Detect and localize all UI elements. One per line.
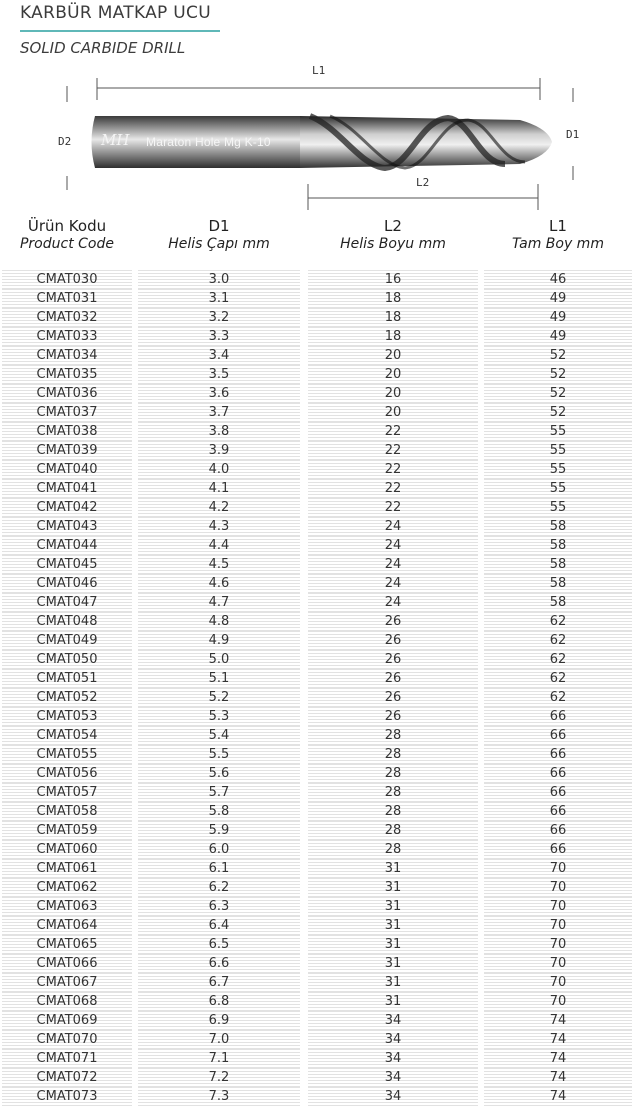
l2-cell: 24 <box>308 555 478 574</box>
l1-cell: 58 <box>484 593 632 612</box>
table-row <box>0 859 633 878</box>
l1-cell: 70 <box>484 973 632 992</box>
l2-cell: 22 <box>308 498 478 517</box>
table-row <box>0 1030 633 1049</box>
l2-cell: 22 <box>308 460 478 479</box>
l1-cell: 66 <box>484 745 632 764</box>
table-row <box>0 821 633 840</box>
l1-cell: 70 <box>484 878 632 897</box>
l1-cell: 55 <box>484 422 632 441</box>
header-l2-title: L2 <box>384 217 402 235</box>
table-row <box>0 517 633 536</box>
d1-cell: 5.9 <box>138 821 300 840</box>
l2-cell: 28 <box>308 764 478 783</box>
header-l1 <box>484 217 632 252</box>
l2-cell: 20 <box>308 346 478 365</box>
l2-cell: 18 <box>308 327 478 346</box>
d1-cell: 3.5 <box>138 365 300 384</box>
table-row <box>0 479 633 498</box>
d1-cell: 6.1 <box>138 859 300 878</box>
table-row <box>0 783 633 802</box>
l1-cell: 66 <box>484 821 632 840</box>
header-product-code <box>2 217 132 252</box>
l2-cell: 31 <box>308 992 478 1011</box>
l2-cell: 26 <box>308 612 478 631</box>
brand-logo: MH <box>101 131 130 149</box>
l1-cell: 55 <box>484 460 632 479</box>
l2-cell: 34 <box>308 1068 478 1087</box>
d1-cell: 4.9 <box>138 631 300 650</box>
l2-cell: 28 <box>308 783 478 802</box>
d2-label: D2 <box>58 135 72 148</box>
product-code-cell: CMAT042 <box>2 498 132 517</box>
l2-cell: 28 <box>308 821 478 840</box>
table-row <box>0 707 633 726</box>
product-code-cell: CMAT054 <box>2 726 132 745</box>
d1-cell: 3.8 <box>138 422 300 441</box>
l1-cell: 66 <box>484 764 632 783</box>
table-row <box>0 308 633 327</box>
table-row <box>0 555 633 574</box>
page-title: KARBÜR MATKAP UCU <box>20 3 211 23</box>
product-code-cell: CMAT061 <box>2 859 132 878</box>
table-row <box>0 384 633 403</box>
table-row <box>0 270 633 289</box>
l2-cell: 31 <box>308 878 478 897</box>
l1-cell: 49 <box>484 327 632 346</box>
d1-cell: 5.4 <box>138 726 300 745</box>
d1-cell: 6.0 <box>138 840 300 859</box>
d1-cell: 5.6 <box>138 764 300 783</box>
l2-cell: 31 <box>308 916 478 935</box>
l2-cell: 34 <box>308 1049 478 1068</box>
l1-cell: 58 <box>484 536 632 555</box>
d1-cell: 4.3 <box>138 517 300 536</box>
d1-cell: 5.3 <box>138 707 300 726</box>
d1-cell: 7.3 <box>138 1087 300 1106</box>
l2-cell: 18 <box>308 289 478 308</box>
d1-cell: 5.1 <box>138 669 300 688</box>
l1-cell: 55 <box>484 479 632 498</box>
l1-cell: 49 <box>484 308 632 327</box>
l2-cell: 26 <box>308 631 478 650</box>
table-row <box>0 460 633 479</box>
l1-cell: 52 <box>484 403 632 422</box>
l2-cell: 20 <box>308 403 478 422</box>
table-row <box>0 764 633 783</box>
title-underline <box>20 30 220 32</box>
l1-cell: 55 <box>484 441 632 460</box>
d1-cell: 7.2 <box>138 1068 300 1087</box>
l1-label: L1 <box>312 64 326 77</box>
product-code-cell: CMAT058 <box>2 802 132 821</box>
d1-cell: 4.5 <box>138 555 300 574</box>
l1-cell: 66 <box>484 726 632 745</box>
table-row <box>0 612 633 631</box>
d1-cell: 6.4 <box>138 916 300 935</box>
header-product-code-title: Ürün Kodu <box>27 217 107 235</box>
l1-cell: 66 <box>484 783 632 802</box>
product-code-cell: CMAT039 <box>2 441 132 460</box>
product-code-cell: CMAT043 <box>2 517 132 536</box>
d1-cell: 4.2 <box>138 498 300 517</box>
d1-cell: 6.6 <box>138 954 300 973</box>
table-row <box>0 1049 633 1068</box>
d1-cell: 5.8 <box>138 802 300 821</box>
l1-cell: 74 <box>484 1030 632 1049</box>
l2-cell: 31 <box>308 935 478 954</box>
l2-cell: 24 <box>308 517 478 536</box>
d1-cell: 6.8 <box>138 992 300 1011</box>
product-code-cell: CMAT069 <box>2 1011 132 1030</box>
l1-cell: 62 <box>484 631 632 650</box>
table-row <box>0 327 633 346</box>
l1-cell: 70 <box>484 916 632 935</box>
l1-cell: 66 <box>484 802 632 821</box>
product-code-cell: CMAT063 <box>2 897 132 916</box>
product-code-cell: CMAT038 <box>2 422 132 441</box>
product-code-cell: CMAT047 <box>2 593 132 612</box>
l1-cell: 70 <box>484 897 632 916</box>
table-row <box>0 935 633 954</box>
l1-cell: 58 <box>484 574 632 593</box>
l2-cell: 20 <box>308 384 478 403</box>
table-row <box>0 992 633 1011</box>
d1-cell: 6.2 <box>138 878 300 897</box>
header-d1-title: D1 <box>208 217 230 235</box>
l2-cell: 24 <box>308 593 478 612</box>
l2-cell: 22 <box>308 422 478 441</box>
d1-cell: 4.1 <box>138 479 300 498</box>
product-code-cell: CMAT072 <box>2 1068 132 1087</box>
product-code-cell: CMAT048 <box>2 612 132 631</box>
header-l2 <box>308 217 478 252</box>
product-code-cell: CMAT030 <box>2 270 132 289</box>
product-code-cell: CMAT050 <box>2 650 132 669</box>
product-code-cell: CMAT037 <box>2 403 132 422</box>
d1-cell: 4.6 <box>138 574 300 593</box>
table-row <box>0 403 633 422</box>
l2-cell: 31 <box>308 954 478 973</box>
table-row <box>0 631 633 650</box>
product-code-cell: CMAT035 <box>2 365 132 384</box>
d1-cell: 3.0 <box>138 270 300 289</box>
l2-cell: 28 <box>308 726 478 745</box>
table-row <box>0 536 633 555</box>
table-row <box>0 878 633 897</box>
l2-cell: 31 <box>308 973 478 992</box>
d1-cell: 3.4 <box>138 346 300 365</box>
d1-cell: 6.5 <box>138 935 300 954</box>
l1-cell: 70 <box>484 935 632 954</box>
d1-cell: 5.5 <box>138 745 300 764</box>
d1-cell: 5.2 <box>138 688 300 707</box>
l1-cell: 66 <box>484 707 632 726</box>
l1-cell: 74 <box>484 1068 632 1087</box>
product-code-cell: CMAT070 <box>2 1030 132 1049</box>
product-code-cell: CMAT055 <box>2 745 132 764</box>
l2-cell: 34 <box>308 1087 478 1106</box>
product-code-cell: CMAT071 <box>2 1049 132 1068</box>
product-code-cell: CMAT067 <box>2 973 132 992</box>
d1-cell: 3.3 <box>138 327 300 346</box>
drill-diagram <box>0 58 633 218</box>
product-code-cell: CMAT034 <box>2 346 132 365</box>
product-code-cell: CMAT036 <box>2 384 132 403</box>
product-code-cell: CMAT046 <box>2 574 132 593</box>
product-code-cell: CMAT041 <box>2 479 132 498</box>
product-code-cell: CMAT066 <box>2 954 132 973</box>
l1-cell: 62 <box>484 650 632 669</box>
product-table <box>0 270 633 1106</box>
table-row <box>0 365 633 384</box>
table-row <box>0 688 633 707</box>
l2-cell: 28 <box>308 840 478 859</box>
l2-cell: 20 <box>308 365 478 384</box>
table-row <box>0 1087 633 1106</box>
l1-cell: 52 <box>484 384 632 403</box>
d1-cell: 3.1 <box>138 289 300 308</box>
l1-cell: 58 <box>484 555 632 574</box>
product-code-cell: CMAT065 <box>2 935 132 954</box>
product-code-cell: CMAT040 <box>2 460 132 479</box>
table-row <box>0 1011 633 1030</box>
product-code-cell: CMAT053 <box>2 707 132 726</box>
drill-drawing <box>0 58 633 218</box>
header-d1-subtitle: Helis Çapı mm <box>168 236 270 252</box>
d1-cell: 6.9 <box>138 1011 300 1030</box>
l2-cell: 31 <box>308 859 478 878</box>
table-row <box>0 346 633 365</box>
header-l1-subtitle: Tam Boy mm <box>512 236 604 252</box>
product-code-cell: CMAT068 <box>2 992 132 1011</box>
d1-cell: 3.7 <box>138 403 300 422</box>
l1-cell: 62 <box>484 669 632 688</box>
l1-cell: 74 <box>484 1049 632 1068</box>
l1-cell: 58 <box>484 517 632 536</box>
l2-cell: 28 <box>308 802 478 821</box>
d1-cell: 5.7 <box>138 783 300 802</box>
l2-cell: 26 <box>308 688 478 707</box>
header-l2-subtitle: Helis Boyu mm <box>340 236 446 252</box>
table-row <box>0 973 633 992</box>
l2-cell: 24 <box>308 574 478 593</box>
product-code-cell: CMAT032 <box>2 308 132 327</box>
l1-cell: 70 <box>484 992 632 1011</box>
product-code-cell: CMAT051 <box>2 669 132 688</box>
table-row <box>0 650 633 669</box>
table-row <box>0 802 633 821</box>
l2-cell: 22 <box>308 479 478 498</box>
l2-cell: 26 <box>308 669 478 688</box>
l1-cell: 62 <box>484 612 632 631</box>
product-code-cell: CMAT059 <box>2 821 132 840</box>
product-code-cell: CMAT056 <box>2 764 132 783</box>
brand-text: Maraton Hole Mg K-10 <box>146 135 271 149</box>
d1-cell: 6.7 <box>138 973 300 992</box>
product-code-cell: CMAT033 <box>2 327 132 346</box>
l2-cell: 34 <box>308 1011 478 1030</box>
l2-cell: 34 <box>308 1030 478 1049</box>
l1-cell: 52 <box>484 365 632 384</box>
table-row <box>0 289 633 308</box>
l2-cell: 31 <box>308 897 478 916</box>
l2-cell: 16 <box>308 270 478 289</box>
l1-cell: 49 <box>484 289 632 308</box>
l1-cell: 74 <box>484 1087 632 1106</box>
l1-cell: 62 <box>484 688 632 707</box>
d1-cell: 4.8 <box>138 612 300 631</box>
l1-cell: 52 <box>484 346 632 365</box>
d1-cell: 4.4 <box>138 536 300 555</box>
l1-cell: 55 <box>484 498 632 517</box>
table-row <box>0 574 633 593</box>
d1-cell: 6.3 <box>138 897 300 916</box>
l2-cell: 26 <box>308 650 478 669</box>
product-code-cell: CMAT060 <box>2 840 132 859</box>
l1-cell: 70 <box>484 954 632 973</box>
product-code-cell: CMAT031 <box>2 289 132 308</box>
table-row <box>0 897 633 916</box>
l2-cell: 22 <box>308 441 478 460</box>
d1-cell: 3.6 <box>138 384 300 403</box>
table-row <box>0 593 633 612</box>
table-row <box>0 745 633 764</box>
l1-cell: 46 <box>484 270 632 289</box>
product-code-cell: CMAT052 <box>2 688 132 707</box>
table-row <box>0 726 633 745</box>
l1-cell: 66 <box>484 840 632 859</box>
d1-cell: 3.9 <box>138 441 300 460</box>
product-code-cell: CMAT062 <box>2 878 132 897</box>
table-row <box>0 498 633 517</box>
header-product-code-subtitle: Product Code <box>19 236 114 252</box>
d1-cell: 3.2 <box>138 308 300 327</box>
product-code-cell: CMAT073 <box>2 1087 132 1106</box>
header-d1 <box>138 217 300 252</box>
table-row <box>0 422 633 441</box>
header-l1-title: L1 <box>549 217 567 235</box>
table-row <box>0 916 633 935</box>
page-subtitle: SOLID CARBIDE DRILL <box>20 39 186 57</box>
l2-cell: 24 <box>308 536 478 555</box>
d1-cell: 7.0 <box>138 1030 300 1049</box>
d1-cell: 4.0 <box>138 460 300 479</box>
l2-label: L2 <box>416 176 430 189</box>
l1-cell: 70 <box>484 859 632 878</box>
product-code-cell: CMAT044 <box>2 536 132 555</box>
d1-cell: 5.0 <box>138 650 300 669</box>
product-code-cell: CMAT057 <box>2 783 132 802</box>
product-code-cell: CMAT049 <box>2 631 132 650</box>
l2-cell: 26 <box>308 707 478 726</box>
l2-cell: 28 <box>308 745 478 764</box>
product-code-cell: CMAT064 <box>2 916 132 935</box>
product-code-cell: CMAT045 <box>2 555 132 574</box>
table-row <box>0 840 633 859</box>
table-row <box>0 954 633 973</box>
table-row <box>0 441 633 460</box>
d1-label: D1 <box>566 128 580 141</box>
l1-cell: 74 <box>484 1011 632 1030</box>
d1-cell: 4.7 <box>138 593 300 612</box>
d1-cell: 7.1 <box>138 1049 300 1068</box>
table-row <box>0 669 633 688</box>
table-row <box>0 1068 633 1087</box>
l2-cell: 18 <box>308 308 478 327</box>
